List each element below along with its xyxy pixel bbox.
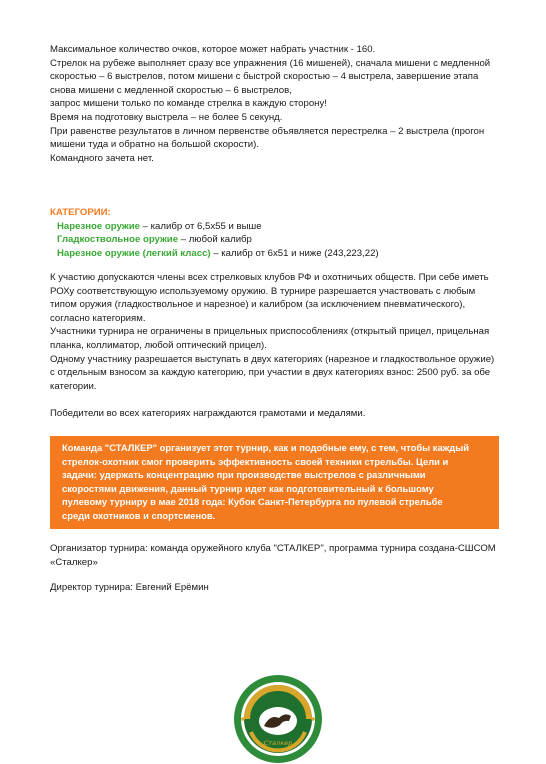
rules-exercise: Стрелок на рубеже выполняет сразу все упражнения (16 мишеней), сначала мишени с медленной скоростью – 6 выстрелов, потом мишени с быстрой скоростью – 4 выстрела, завершение этапа снова мишени с медленной скоростью – 6 выстрелов,: [50, 57, 491, 96]
rules-tiebreak: При равенстве результатов в личном первенстве объявляется перестрелка – 2 выстрела (прогон мишени туда и обратно на большой скорости).: [50, 125, 485, 151]
emblem-dot: [241, 717, 245, 721]
awards-section: [50, 407, 500, 421]
categories-heading: КАТЕГОРИИ:: [50, 207, 111, 218]
category-item: [50, 233, 500, 247]
organizer-text: Организатор турнира: команда оружейного клуба "СТАЛКЕР", программа турнира создана-СШСОМ «Сталкер»: [50, 543, 496, 568]
awards-text: Победители во всех категориях награждаются грамотами и медалями.: [50, 408, 366, 419]
stalker-club-emblem-icon: [233, 674, 323, 764]
organizer-section: [50, 542, 500, 569]
category-item: [50, 247, 500, 261]
participation-section: [50, 271, 500, 393]
participation-fee: Одному участнику разрешается выступать в двух категориях (нарезное и гладкоствольное оружие) с отдельным взносом за каждую категорию, при участии в двух категориях взнос: 2500 руб. за обе категории.: [50, 353, 495, 392]
rules-max-score: Максимальное количество очков, которое может набрать участник - 160.: [50, 44, 376, 55]
emblem-wordmark: Сталкер: [263, 739, 293, 747]
emblem-dot: [311, 717, 315, 721]
rules-team: Командного зачета нет.: [50, 152, 154, 164]
director-section: [50, 581, 500, 595]
team-banner-text: Команда "СТАЛКЕР" организует этот турнир, как и подобные ему, с тем, чтобы каждый стрелок-охотник смог проверить эффективность своей техники стрельбы. Цели и задачи: удержать концентрацию при производстве выстрелов с различными скоростями движения, данный турнир идет как подготовительный к большому пулевому турниру в мае 2018 года: Кубок Санкт-Петербурга по пулевой стрельбе среди охотников и спортсменов.: [62, 442, 470, 521]
participation-sights: Участники турнира не ограничены в прицельных приспособлениях (открытый прицел, прицельная планка, коллиматор, любой оптический прицел).: [50, 326, 490, 351]
category-desc: – любой калибр: [178, 234, 252, 246]
team-banner: [50, 436, 499, 529]
rules-prep-time: Время на подготовку выстрела – не более 5 секунд.: [50, 111, 283, 123]
category-name: Нарезное оружие (легкий класс): [57, 247, 211, 259]
category-name: Нарезное оружие: [57, 220, 140, 232]
category-desc: – калибр от 6х51 и ниже (243,223,22): [210, 247, 379, 259]
categories-section: [50, 206, 500, 260]
category-name: Гладкоствольное оружие: [57, 234, 179, 246]
participation-eligibility: К участию допускаются члены всех стрелковых клубов РФ и охотничьих обществ. При себе иметь РОХу соответствующую используемому оружию. В турнире разрешается участвовать с любым типом оружия (гладкоствольное и нарезное) и калибром (за исключением пневматического), согласно категориям.: [50, 272, 489, 324]
rules-target-request: запрос мишени только по команде стрелка в каждую сторону!: [50, 98, 327, 110]
category-desc: – калибр от 6,5х55 и выше: [139, 220, 262, 232]
rules-section: [50, 43, 500, 165]
category-item: [50, 220, 500, 234]
director-text: Директор турнира: Евгений Ерёмин: [50, 582, 209, 593]
